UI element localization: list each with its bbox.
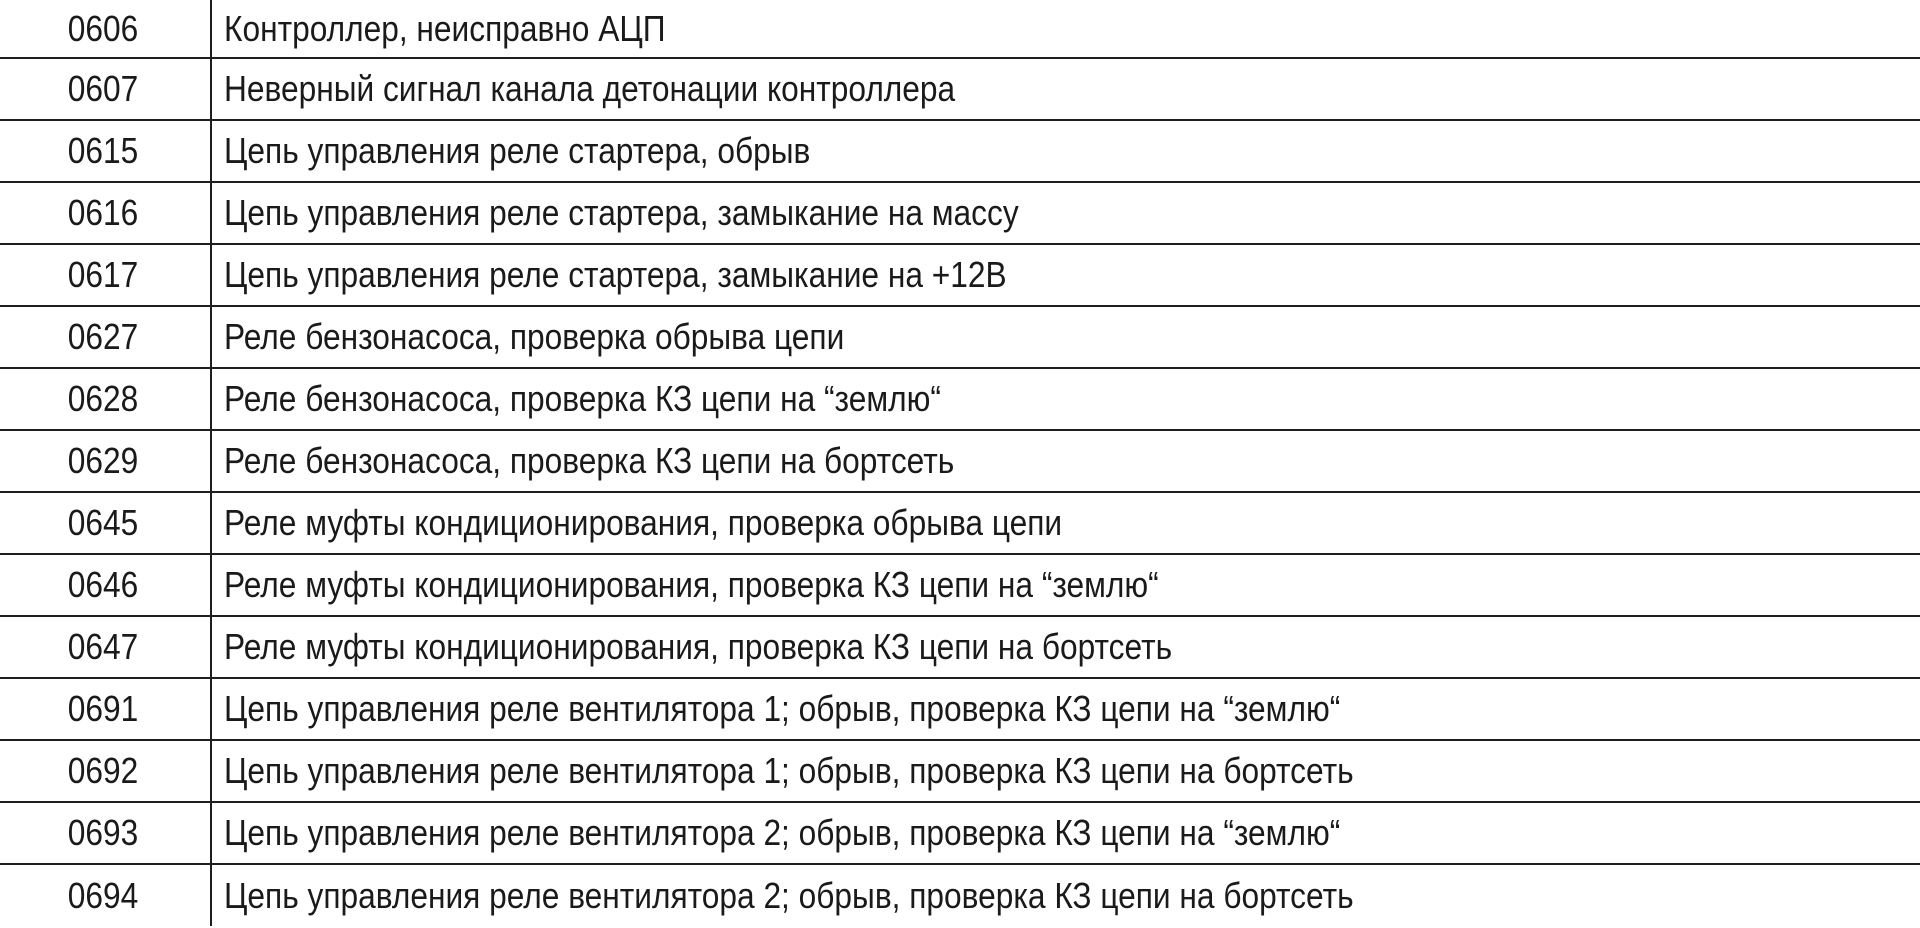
error-description-cell (211, 616, 1920, 678)
error-description: Реле муфты кондиционирования, проверка КЗ цепи на бортсеть (224, 626, 1173, 667)
error-code-cell (0, 678, 211, 740)
error-description-cell (211, 740, 1920, 802)
error-code: 0607 (67, 68, 139, 109)
error-description-cell (211, 802, 1920, 864)
error-code: 0692 (67, 750, 139, 791)
error-description-cell (211, 368, 1920, 430)
error-description-cell (211, 182, 1920, 244)
error-description: Цепь управления реле вентилятора 1; обрыв, проверка КЗ цепи на бортсеть (224, 750, 1354, 791)
error-code: 0616 (67, 192, 139, 233)
error-description: Реле муфты кондиционирования, проверка КЗ цепи на “землю“ (224, 564, 1159, 605)
error-description-cell (211, 120, 1920, 182)
error-code-cell (0, 740, 211, 802)
error-code-cell (0, 0, 211, 58)
table-row (0, 430, 1920, 492)
error-description: Цепь управления реле вентилятора 2; обрыв, проверка КЗ цепи на бортсеть (224, 874, 1354, 916)
error-code-cell (0, 120, 211, 182)
error-code: 0691 (67, 688, 139, 729)
error-code: 0629 (67, 440, 139, 481)
error-description: Реле бензонасоса, проверка КЗ цепи на “землю“ (224, 378, 941, 419)
error-description-cell (211, 554, 1920, 616)
error-description-cell (211, 244, 1920, 306)
error-description-cell (211, 492, 1920, 554)
error-code: 0693 (67, 812, 139, 853)
table-row (0, 182, 1920, 244)
error-code-cell (0, 554, 211, 616)
error-code: 0627 (67, 316, 139, 357)
error-description: Реле бензонасоса, проверка КЗ цепи на бортсеть (224, 440, 955, 481)
table-row (0, 120, 1920, 182)
error-description: Контроллер, неисправно АЦП (224, 7, 666, 49)
table-row (0, 678, 1920, 740)
error-description: Неверный сигнал канала детонации контроллера (224, 68, 956, 109)
error-code-cell (0, 368, 211, 430)
error-code: 0628 (67, 378, 139, 419)
error-description: Цепь управления реле стартера, замыкание на +12В (224, 254, 1007, 295)
error-code-cell (0, 430, 211, 492)
error-description-cell (211, 430, 1920, 492)
error-code-cell (0, 306, 211, 368)
error-code-cell (0, 182, 211, 244)
error-code: 0617 (67, 254, 139, 295)
error-description: Реле муфты кондиционирования, проверка обрыва цепи (224, 502, 1063, 543)
table-row (0, 492, 1920, 554)
error-code-cell (0, 616, 211, 678)
table-row (0, 740, 1920, 802)
error-code: 0615 (67, 130, 139, 171)
error-code-cell (0, 58, 211, 120)
error-description-cell (211, 678, 1920, 740)
error-code-cell (0, 244, 211, 306)
error-description: Цепь управления реле стартера, обрыв (224, 130, 811, 171)
error-description-cell (211, 864, 1920, 926)
error-code: 0646 (67, 564, 139, 605)
error-description-cell (211, 58, 1920, 120)
error-description: Цепь управления реле стартера, замыкание на массу (224, 192, 1019, 233)
table-row (0, 0, 1920, 58)
error-code: 0647 (67, 626, 139, 667)
table-row (0, 306, 1920, 368)
table-row (0, 616, 1920, 678)
table-row (0, 554, 1920, 616)
error-code: 0645 (67, 502, 139, 543)
error-code: 0694 (67, 874, 139, 916)
table-row (0, 802, 1920, 864)
error-code: 0606 (67, 7, 139, 49)
error-code-cell (0, 864, 211, 926)
table-row (0, 58, 1920, 120)
table-row (0, 864, 1920, 926)
error-code-cell (0, 802, 211, 864)
error-description-cell (211, 0, 1920, 58)
error-code-cell (0, 492, 211, 554)
table-row (0, 244, 1920, 306)
error-description: Цепь управления реле вентилятора 2; обрыв, проверка КЗ цепи на “землю“ (224, 812, 1341, 853)
table-row (0, 368, 1920, 430)
error-description-cell (211, 306, 1920, 368)
error-description: Реле бензонасоса, проверка обрыва цепи (224, 316, 845, 357)
error-description: Цепь управления реле вентилятора 1; обрыв, проверка КЗ цепи на “землю“ (224, 688, 1341, 729)
